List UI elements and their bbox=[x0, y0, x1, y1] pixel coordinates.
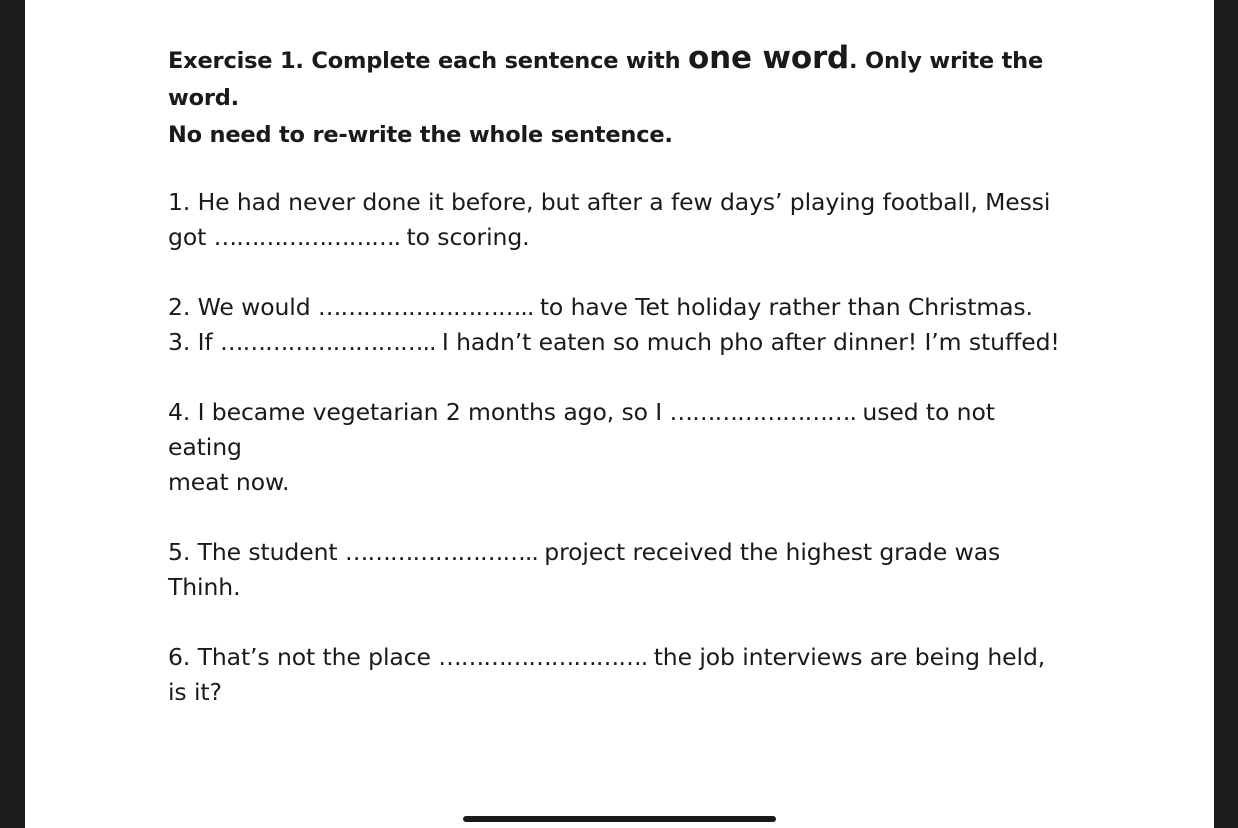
heading-part2: . Only write the word. bbox=[168, 48, 1044, 111]
question-5 bbox=[168, 535, 1068, 605]
question-5-blank: …………………….. bbox=[344, 538, 545, 566]
question-4 bbox=[168, 395, 1068, 500]
question-1-blank: ……………………. bbox=[213, 223, 407, 251]
question-2-before: 2. We would bbox=[168, 293, 318, 321]
question-4-before: 4. I became vegetarian 2 months ago, so I bbox=[168, 398, 670, 426]
question-6-after: the job interviews are being held, bbox=[653, 643, 1046, 671]
question-6 bbox=[168, 640, 1068, 710]
question-2-blank: ……………………….. bbox=[317, 293, 540, 321]
question-3-blank: ……………………….. bbox=[219, 328, 442, 356]
question-6-before: 6. That’s not the place bbox=[168, 643, 439, 671]
question-4-line2: meat now. bbox=[168, 468, 290, 496]
heading-emphasis: one word bbox=[688, 40, 850, 76]
question-3-after: I hadn’t eaten so much pho after dinner! I’m stuffed! bbox=[441, 328, 1060, 356]
question-1-line1: 1. He had never done it before, but after a few days’ playing football, Messi bbox=[168, 188, 1051, 216]
home-indicator[interactable] bbox=[463, 816, 776, 822]
question-4-after: used to not eating bbox=[168, 398, 995, 461]
document-page bbox=[25, 0, 1214, 828]
question-5-after: project received the highest grade was Thinh. bbox=[168, 538, 1001, 601]
question-1-before: got bbox=[168, 223, 214, 251]
heading-part1: Exercise 1. Complete each sentence with bbox=[168, 48, 689, 74]
question-2 bbox=[168, 290, 1068, 325]
question-1-after: to scoring. bbox=[406, 223, 530, 251]
question-1 bbox=[168, 185, 1068, 255]
question-6-blank: ………………………. bbox=[438, 643, 654, 671]
question-2-after: to have Tet holiday rather than Christmas. bbox=[539, 293, 1033, 321]
question-4-blank: ……………………. bbox=[669, 398, 863, 426]
heading-line2: No need to re-write the whole sentence. bbox=[168, 122, 673, 148]
document-content bbox=[168, 40, 1068, 710]
question-3 bbox=[168, 325, 1068, 360]
exercise-heading bbox=[168, 40, 1068, 154]
question-5-before: 5. The student bbox=[168, 538, 345, 566]
question-3-before: 3. If bbox=[168, 328, 220, 356]
question-6-line2: is it? bbox=[168, 678, 222, 706]
